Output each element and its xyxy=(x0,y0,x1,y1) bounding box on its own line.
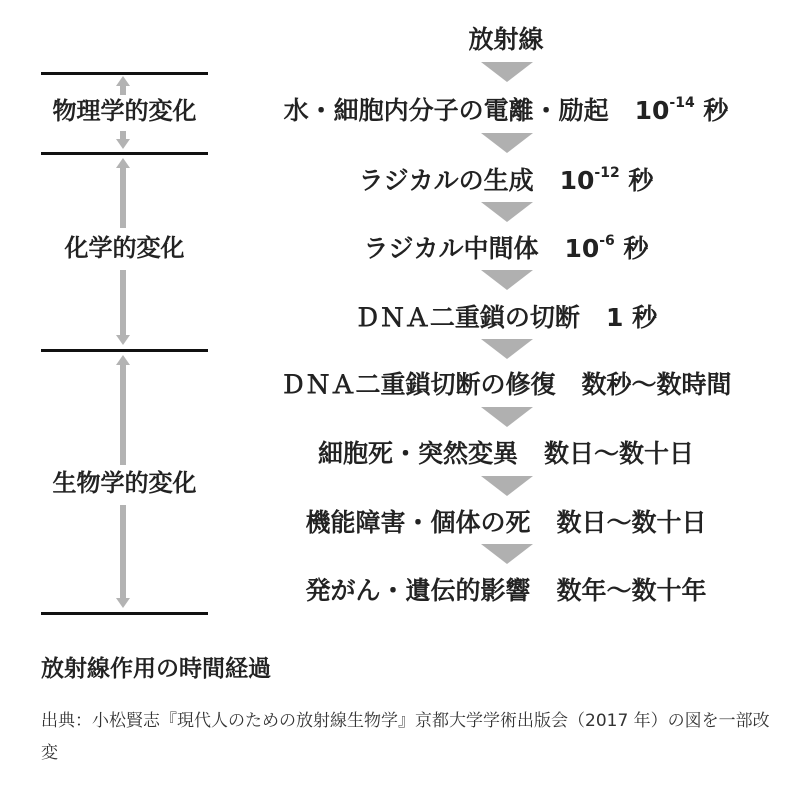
figure-source: 出典：小松賢志『現代人のための放射線生物学』京都大学学術出版会（2017 年）の図を一部改変 xyxy=(41,711,770,763)
step-label: 細胞死・突然変異 xyxy=(317,439,518,468)
step-dna-break xyxy=(226,301,786,335)
step-time: 10 xyxy=(564,234,600,263)
phase-divider-chemical-biological xyxy=(41,349,208,352)
step-time: 数日〜数十日 xyxy=(544,439,695,468)
step-label: 放射線 xyxy=(468,25,544,54)
flow-arrow-icon xyxy=(481,133,533,153)
step-unit: 秒 xyxy=(703,96,729,125)
step-dna-repair xyxy=(226,368,786,402)
step-label: ＤＮＡ二重鎖の切断 xyxy=(354,303,580,332)
step-time: 10 xyxy=(634,96,670,125)
step-time: 1 xyxy=(605,303,624,332)
step-time: 数秒〜数時間 xyxy=(581,370,732,399)
phase-divider-top xyxy=(41,72,208,75)
arrow-head-up-icon xyxy=(116,355,130,365)
flow-arrow-icon xyxy=(481,339,533,359)
step-radiation xyxy=(226,23,786,57)
step-unit: 秒 xyxy=(632,303,658,332)
figure-caption: 放射線作用の時間経過 xyxy=(41,656,271,682)
step-label: ラジカル中間体 xyxy=(363,234,539,263)
phase-label-biological: 生物学的変化 xyxy=(52,469,197,497)
step-label: 水・細胞内分子の電離・励起 xyxy=(283,96,609,125)
phase-label-chemical: 化学的変化 xyxy=(64,234,185,262)
step-label: ＤＮＡ二重鎖切断の修復 xyxy=(280,370,556,399)
flow-arrow-icon xyxy=(481,62,533,82)
phase-divider-physical-chemical xyxy=(41,152,208,155)
step-exponent: -14 xyxy=(669,95,695,111)
step-time: 10 xyxy=(559,166,595,195)
arrow-head-down-icon xyxy=(116,598,130,608)
step-label: 機能障害・個体の死 xyxy=(305,508,531,537)
step-organ-failure xyxy=(226,506,786,540)
flow-arrow-icon xyxy=(481,407,533,427)
step-exponent: -12 xyxy=(594,165,620,181)
flow-arrow-icon xyxy=(481,544,533,564)
step-time: 数日〜数十日 xyxy=(556,508,707,537)
flow-arrow-icon xyxy=(481,476,533,496)
physical-span-arrow xyxy=(116,76,130,149)
phase-divider-bottom xyxy=(41,612,208,615)
step-cancer xyxy=(226,574,786,608)
chemical-span-arrow xyxy=(116,158,130,345)
flow-arrow-icon xyxy=(481,202,533,222)
phase-label-physical: 物理学的変化 xyxy=(52,97,197,125)
step-time: 数年〜数十年 xyxy=(556,576,707,605)
arrow-head-up-icon xyxy=(116,158,130,168)
arrow-head-down-icon xyxy=(116,139,130,149)
arrow-head-up-icon xyxy=(116,76,130,86)
flow-arrow-icon xyxy=(481,270,533,290)
step-cell-death xyxy=(226,437,786,471)
step-unit: 秒 xyxy=(628,166,654,195)
step-radical-intermediate xyxy=(226,232,786,266)
step-label: ラジカルの生成 xyxy=(358,166,534,195)
biological-span-arrow xyxy=(116,355,130,608)
step-label: 発がん・遺伝的影響 xyxy=(305,576,531,605)
step-radical-generation xyxy=(226,164,786,198)
arrow-head-down-icon xyxy=(116,335,130,345)
step-ionization xyxy=(226,94,786,128)
step-exponent: -6 xyxy=(599,233,615,249)
step-unit: 秒 xyxy=(623,234,649,263)
